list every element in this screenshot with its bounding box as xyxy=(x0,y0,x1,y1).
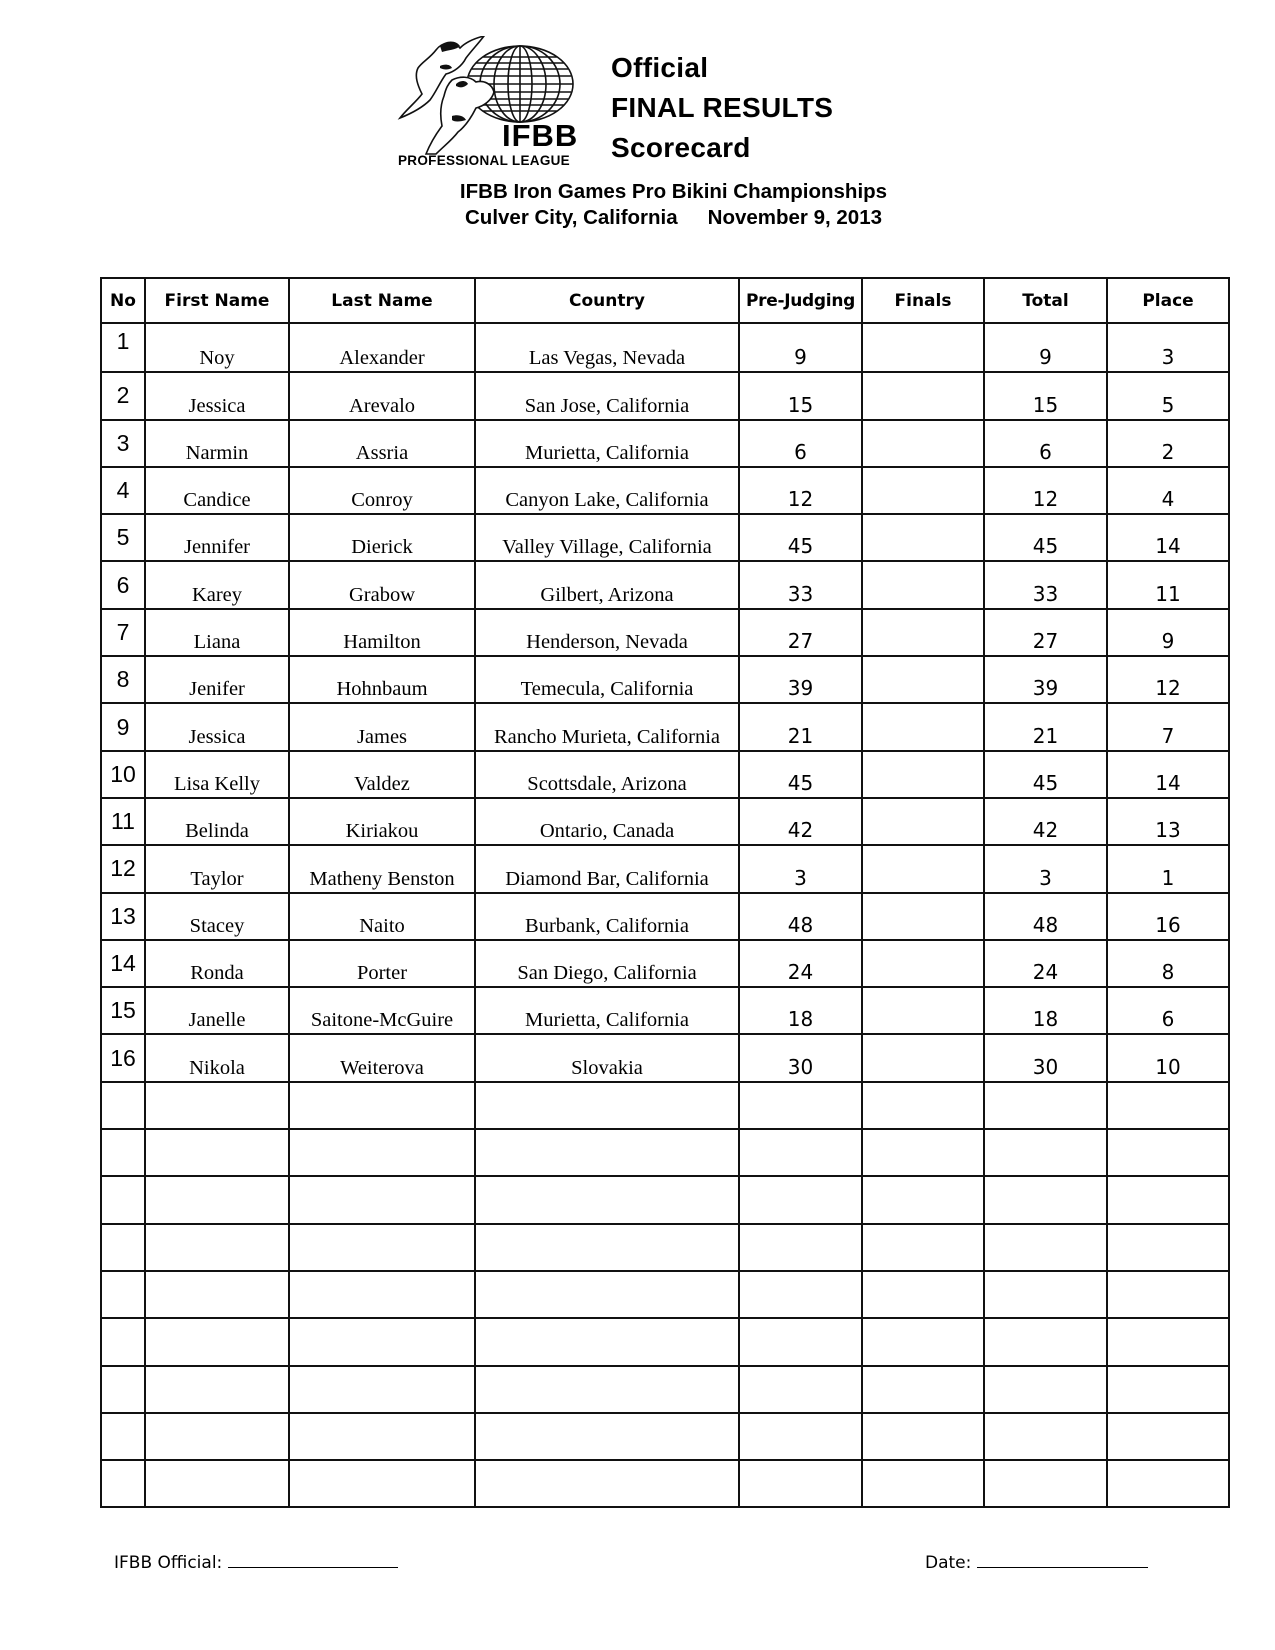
empty-table-row xyxy=(101,1082,1229,1129)
cell-total-empty xyxy=(984,1176,1107,1223)
table-row xyxy=(101,751,1229,798)
cell-last-name-empty xyxy=(289,1366,475,1413)
empty-table-row xyxy=(101,1129,1229,1176)
cell-pre-judging: 3 xyxy=(739,845,862,892)
column-header-first-name: First Name xyxy=(145,278,289,323)
table-row xyxy=(101,893,1229,940)
cell-pre-judging: 18 xyxy=(739,987,862,1034)
cell-country: Rancho Murieta, California xyxy=(475,703,739,750)
cell-total-empty xyxy=(984,1129,1107,1176)
column-header-total: Total xyxy=(984,278,1107,323)
cell-no-empty xyxy=(101,1318,145,1365)
cell-last-name: Matheny Benston xyxy=(289,845,475,892)
cell-first-name: Jenifer xyxy=(145,656,289,703)
cell-place: 9 xyxy=(1107,609,1229,656)
title-line-official: Official xyxy=(611,52,709,83)
cell-finals-empty xyxy=(862,1460,984,1507)
cell-pre-judging-empty xyxy=(739,1271,862,1318)
cell-last-name: Valdez xyxy=(289,751,475,798)
cell-place-empty xyxy=(1107,1413,1229,1460)
cell-place: 10 xyxy=(1107,1034,1229,1081)
cell-country-empty xyxy=(475,1413,739,1460)
column-header-finals: Finals xyxy=(862,278,984,323)
cell-first-name: Liana xyxy=(145,609,289,656)
cell-pre-judging: 12 xyxy=(739,467,862,514)
cell-no-empty xyxy=(101,1413,145,1460)
cell-place-empty xyxy=(1107,1129,1229,1176)
cell-place: 13 xyxy=(1107,798,1229,845)
cell-country: Temecula, California xyxy=(475,656,739,703)
cell-first-name: Taylor xyxy=(145,845,289,892)
empty-table-row xyxy=(101,1318,1229,1365)
cell-pre-judging-empty xyxy=(739,1413,862,1460)
official-label: IFBB Official: xyxy=(114,1553,223,1573)
cell-place: 12 xyxy=(1107,656,1229,703)
cell-country-empty xyxy=(475,1082,739,1129)
cell-total: 15 xyxy=(984,372,1107,419)
table-row xyxy=(101,987,1229,1034)
cell-no: 4 xyxy=(101,467,145,514)
cell-first-name-empty xyxy=(145,1413,289,1460)
document-title xyxy=(611,48,833,168)
cell-place: 7 xyxy=(1107,703,1229,750)
cell-no-empty xyxy=(101,1460,145,1507)
cell-total: 21 xyxy=(984,703,1107,750)
empty-table-row xyxy=(101,1224,1229,1271)
table-row xyxy=(101,940,1229,987)
cell-total: 12 xyxy=(984,467,1107,514)
cell-finals xyxy=(862,514,984,561)
cell-pre-judging: 21 xyxy=(739,703,862,750)
cell-no: 13 xyxy=(101,893,145,940)
cell-pre-judging-empty xyxy=(739,1176,862,1223)
cell-place-empty xyxy=(1107,1460,1229,1507)
cell-country: Canyon Lake, California xyxy=(475,467,739,514)
event-location: Culver City, California xyxy=(465,206,678,229)
cell-first-name: Narmin xyxy=(145,420,289,467)
cell-finals xyxy=(862,420,984,467)
cell-finals-empty xyxy=(862,1129,984,1176)
cell-country: Scottsdale, Arizona xyxy=(475,751,739,798)
cell-finals-empty xyxy=(862,1082,984,1129)
cell-no: 10 xyxy=(101,751,145,798)
cell-last-name: Arevalo xyxy=(289,372,475,419)
results-table xyxy=(100,277,1230,1508)
cell-pre-judging-empty xyxy=(739,1224,862,1271)
cell-country: Valley Village, California xyxy=(475,514,739,561)
empty-table-row xyxy=(101,1271,1229,1318)
cell-no: 2 xyxy=(101,372,145,419)
cell-finals-empty xyxy=(862,1413,984,1460)
results-table-body xyxy=(101,323,1229,1507)
cell-finals-empty xyxy=(862,1176,984,1223)
event-date: November 9, 2013 xyxy=(707,206,882,229)
cell-pre-judging: 9 xyxy=(739,323,862,372)
cell-first-name: Jessica xyxy=(145,372,289,419)
table-header-row xyxy=(101,278,1229,323)
cell-pre-judging-empty xyxy=(739,1460,862,1507)
cell-total: 27 xyxy=(984,609,1107,656)
cell-place-empty xyxy=(1107,1271,1229,1318)
cell-country-empty xyxy=(475,1271,739,1318)
cell-total: 42 xyxy=(984,798,1107,845)
cell-first-name: Ronda xyxy=(145,940,289,987)
cell-place: 11 xyxy=(1107,561,1229,608)
cell-last-name: Naito xyxy=(289,893,475,940)
cell-place: 4 xyxy=(1107,467,1229,514)
cell-no-empty xyxy=(101,1176,145,1223)
cell-pre-judging: 48 xyxy=(739,893,862,940)
cell-no: 7 xyxy=(101,609,145,656)
cell-country: Ontario, Canada xyxy=(475,798,739,845)
cell-country: Slovakia xyxy=(475,1034,739,1081)
cell-no: 15 xyxy=(101,987,145,1034)
column-header-no: No xyxy=(101,278,145,323)
cell-last-name: Assria xyxy=(289,420,475,467)
cell-last-name: Weiterova xyxy=(289,1034,475,1081)
table-row xyxy=(101,1034,1229,1081)
cell-no-empty xyxy=(101,1129,145,1176)
cell-first-name: Jessica xyxy=(145,703,289,750)
empty-table-row xyxy=(101,1460,1229,1507)
table-row xyxy=(101,467,1229,514)
cell-finals xyxy=(862,467,984,514)
cell-total-empty xyxy=(984,1413,1107,1460)
cell-no-empty xyxy=(101,1366,145,1413)
cell-total-empty xyxy=(984,1460,1107,1507)
cell-total-empty xyxy=(984,1082,1107,1129)
cell-total: 48 xyxy=(984,893,1107,940)
cell-place: 14 xyxy=(1107,514,1229,561)
cell-first-name: Stacey xyxy=(145,893,289,940)
column-header-last-name: Last Name xyxy=(289,278,475,323)
cell-no: 11 xyxy=(101,798,145,845)
table-row xyxy=(101,656,1229,703)
cell-first-name: Noy xyxy=(145,323,289,372)
cell-first-name: Belinda xyxy=(145,798,289,845)
cell-finals xyxy=(862,703,984,750)
cell-first-name: Lisa Kelly xyxy=(145,751,289,798)
cell-last-name: Dierick xyxy=(289,514,475,561)
cell-place: 16 xyxy=(1107,893,1229,940)
cell-total: 45 xyxy=(984,751,1107,798)
cell-first-name-empty xyxy=(145,1224,289,1271)
cell-place-empty xyxy=(1107,1318,1229,1365)
table-row xyxy=(101,420,1229,467)
cell-pre-judging-empty xyxy=(739,1366,862,1413)
cell-finals xyxy=(862,656,984,703)
cell-total: 39 xyxy=(984,656,1107,703)
cell-country-empty xyxy=(475,1366,739,1413)
cell-total: 45 xyxy=(984,514,1107,561)
cell-pre-judging-empty xyxy=(739,1129,862,1176)
cell-total-empty xyxy=(984,1224,1107,1271)
cell-last-name: James xyxy=(289,703,475,750)
cell-place: 8 xyxy=(1107,940,1229,987)
cell-last-name-empty xyxy=(289,1082,475,1129)
cell-first-name-empty xyxy=(145,1366,289,1413)
cell-pre-judging: 30 xyxy=(739,1034,862,1081)
cell-last-name: Alexander xyxy=(289,323,475,372)
cell-country-empty xyxy=(475,1318,739,1365)
table-row xyxy=(101,845,1229,892)
empty-table-row xyxy=(101,1366,1229,1413)
official-signature-field xyxy=(114,1551,398,1573)
cell-pre-judging: 42 xyxy=(739,798,862,845)
table-row xyxy=(101,561,1229,608)
table-row xyxy=(101,798,1229,845)
cell-country: Diamond Bar, California xyxy=(475,845,739,892)
cell-first-name: Karey xyxy=(145,561,289,608)
cell-pre-judging-empty xyxy=(739,1082,862,1129)
cell-country-empty xyxy=(475,1460,739,1507)
cell-finals xyxy=(862,845,984,892)
cell-first-name-empty xyxy=(145,1460,289,1507)
cell-last-name: Kiriakou xyxy=(289,798,475,845)
cell-country: Las Vegas, Nevada xyxy=(475,323,739,372)
cell-total: 3 xyxy=(984,845,1107,892)
cell-last-name-empty xyxy=(289,1271,475,1318)
date-field xyxy=(925,1551,1148,1573)
cell-place-empty xyxy=(1107,1176,1229,1223)
date-label: Date: xyxy=(925,1553,972,1573)
cell-total-empty xyxy=(984,1271,1107,1318)
event-name: IFBB Iron Games Pro Bikini Championships xyxy=(459,180,888,203)
cell-last-name-empty xyxy=(289,1413,475,1460)
column-header-pre-judging: Pre-Judging xyxy=(739,278,862,323)
column-header-place: Place xyxy=(1107,278,1229,323)
table-row xyxy=(101,323,1229,372)
title-line-scorecard: Scorecard xyxy=(611,132,751,163)
cell-finals xyxy=(862,940,984,987)
cell-total: 24 xyxy=(984,940,1107,987)
cell-finals-empty xyxy=(862,1271,984,1318)
cell-first-name-empty xyxy=(145,1176,289,1223)
cell-total-empty xyxy=(984,1366,1107,1413)
cell-finals-empty xyxy=(862,1366,984,1413)
cell-last-name-empty xyxy=(289,1460,475,1507)
cell-total: 9 xyxy=(984,323,1107,372)
cell-first-name-empty xyxy=(145,1129,289,1176)
cell-place-empty xyxy=(1107,1366,1229,1413)
empty-table-row xyxy=(101,1413,1229,1460)
cell-finals xyxy=(862,561,984,608)
cell-pre-judging: 6 xyxy=(739,420,862,467)
cell-last-name-empty xyxy=(289,1318,475,1365)
cell-last-name: Hamilton xyxy=(289,609,475,656)
cell-no-empty xyxy=(101,1082,145,1129)
cell-no: 3 xyxy=(101,420,145,467)
cell-finals xyxy=(862,323,984,372)
cell-total-empty xyxy=(984,1318,1107,1365)
cell-pre-judging: 27 xyxy=(739,609,862,656)
logo-league-text: PROFESSIONAL LEAGUE xyxy=(398,153,570,168)
cell-pre-judging: 24 xyxy=(739,940,862,987)
event-location-date xyxy=(36,206,1275,230)
cell-no: 1 xyxy=(101,323,145,372)
cell-last-name: Porter xyxy=(289,940,475,987)
official-signature-line[interactable] xyxy=(228,1551,398,1568)
cell-finals xyxy=(862,893,984,940)
cell-place-empty xyxy=(1107,1224,1229,1271)
cell-country: Gilbert, Arizona xyxy=(475,561,739,608)
table-row xyxy=(101,372,1229,419)
cell-no: 8 xyxy=(101,656,145,703)
cell-pre-judging-empty xyxy=(739,1318,862,1365)
cell-total: 33 xyxy=(984,561,1107,608)
cell-no: 5 xyxy=(101,514,145,561)
cell-last-name-empty xyxy=(289,1176,475,1223)
logo-wordmark: IFBB xyxy=(502,118,579,153)
ifbb-logo xyxy=(396,36,604,174)
cell-no: 16 xyxy=(101,1034,145,1081)
cell-no: 14 xyxy=(101,940,145,987)
cell-first-name: Candice xyxy=(145,467,289,514)
cell-no-empty xyxy=(101,1224,145,1271)
cell-no-empty xyxy=(101,1271,145,1318)
cell-first-name: Nikola xyxy=(145,1034,289,1081)
cell-no: 12 xyxy=(101,845,145,892)
empty-table-row xyxy=(101,1176,1229,1223)
cell-finals-empty xyxy=(862,1318,984,1365)
cell-pre-judging: 45 xyxy=(739,751,862,798)
cell-finals xyxy=(862,798,984,845)
cell-country-empty xyxy=(475,1176,739,1223)
cell-first-name-empty xyxy=(145,1318,289,1365)
cell-finals xyxy=(862,751,984,798)
cell-country: Murietta, California xyxy=(475,987,739,1034)
cell-last-name-empty xyxy=(289,1129,475,1176)
cell-pre-judging: 33 xyxy=(739,561,862,608)
date-signature-line[interactable] xyxy=(977,1551,1148,1568)
cell-country: San Diego, California xyxy=(475,940,739,987)
cell-country: San Jose, California xyxy=(475,372,739,419)
cell-pre-judging: 15 xyxy=(739,372,862,419)
cell-country: Burbank, California xyxy=(475,893,739,940)
cell-country-empty xyxy=(475,1224,739,1271)
cell-no: 9 xyxy=(101,703,145,750)
cell-first-name: Jennifer xyxy=(145,514,289,561)
cell-no: 6 xyxy=(101,561,145,608)
cell-country: Murietta, California xyxy=(475,420,739,467)
cell-pre-judging: 39 xyxy=(739,656,862,703)
cell-last-name: Conroy xyxy=(289,467,475,514)
cell-total: 30 xyxy=(984,1034,1107,1081)
cell-pre-judging: 45 xyxy=(739,514,862,561)
cell-finals xyxy=(862,609,984,656)
cell-place: 3 xyxy=(1107,323,1229,372)
cell-place: 5 xyxy=(1107,372,1229,419)
cell-total: 6 xyxy=(984,420,1107,467)
cell-first-name-empty xyxy=(145,1271,289,1318)
cell-total: 18 xyxy=(984,987,1107,1034)
cell-last-name: Hohnbaum xyxy=(289,656,475,703)
cell-place: 2 xyxy=(1107,420,1229,467)
cell-country: Henderson, Nevada xyxy=(475,609,739,656)
table-row xyxy=(101,703,1229,750)
cell-last-name-empty xyxy=(289,1224,475,1271)
cell-last-name: Grabow xyxy=(289,561,475,608)
cell-finals-empty xyxy=(862,1224,984,1271)
title-line-final-results: FINAL RESULTS xyxy=(611,92,834,123)
cell-finals xyxy=(862,987,984,1034)
cell-country-empty xyxy=(475,1129,739,1176)
cell-finals xyxy=(862,1034,984,1081)
cell-last-name: Saitone-McGuire xyxy=(289,987,475,1034)
cell-place: 6 xyxy=(1107,987,1229,1034)
cell-first-name-empty xyxy=(145,1082,289,1129)
cell-finals xyxy=(862,372,984,419)
column-header-country: Country xyxy=(475,278,739,323)
cell-place-empty xyxy=(1107,1082,1229,1129)
table-row xyxy=(101,514,1229,561)
cell-first-name: Janelle xyxy=(145,987,289,1034)
cell-place: 14 xyxy=(1107,751,1229,798)
table-row xyxy=(101,609,1229,656)
cell-place: 1 xyxy=(1107,845,1229,892)
